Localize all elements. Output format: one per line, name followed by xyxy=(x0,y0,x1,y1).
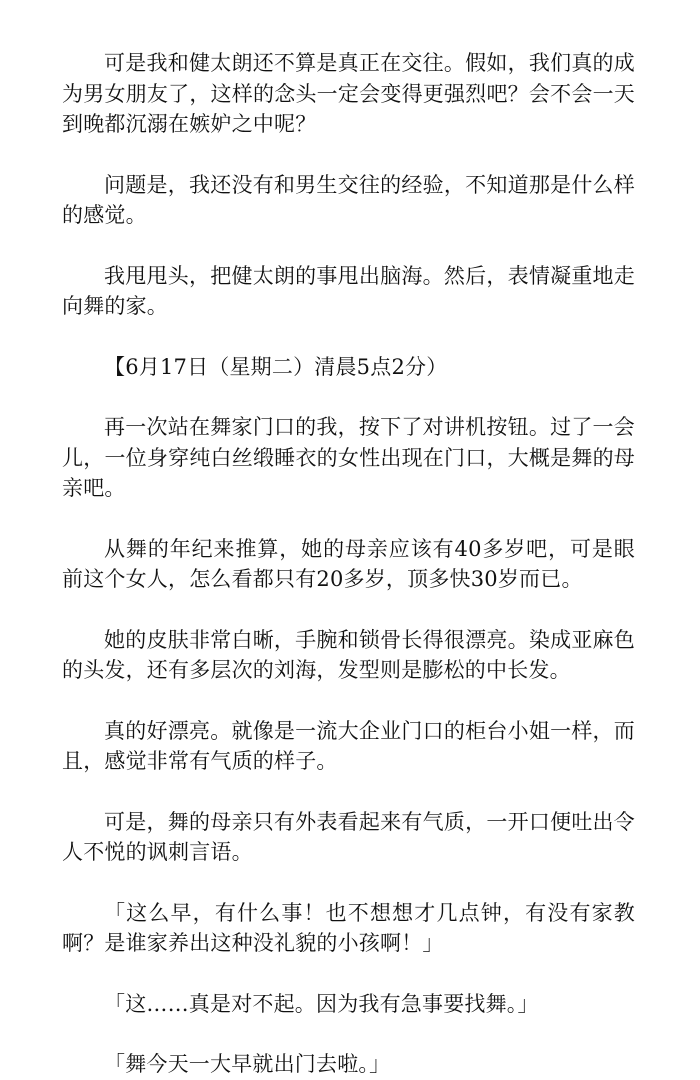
paragraph: 从舞的年纪来推算，她的母亲应该有40多岁吧，可是眼前这个女人，怎么看都只有20多岁，顶多快30岁而已。 xyxy=(62,536,635,591)
paragraph: 可是，舞的母亲只有外表看起来有气质，一开口便吐出令人不悦的讽刺言语。 xyxy=(62,809,635,864)
paragraph: 可是我和健太朗还不算是真正在交往。假如，我们真的成为男女朋友了，这样的念头一定会变得更强烈吧？会不会一天到晚都沉溺在嫉妒之中呢？ xyxy=(62,51,635,136)
date-time-heading: 【6月17日（星期二）清晨5点2分） xyxy=(104,354,448,379)
paragraph: 再一次站在舞家门口的我，按下了对讲机按钮。过了一会儿，一位身穿纯白丝缎睡衣的女性出现在门口，大概是舞的母亲吧。 xyxy=(62,415,635,500)
dialogue-paragraph: 「舞今天一大早就出门去啦。」 xyxy=(104,1052,391,1076)
paragraph: 她的皮肤非常白晰，手腕和锁骨长得很漂亮。染成亚麻色的头发，还有多层次的刘海，发型则是膨松的中长发。 xyxy=(62,627,635,682)
paragraph: 我甩甩头，把健太朗的事甩出脑海。然后，表情凝重地走向舞的家。 xyxy=(62,263,635,318)
paragraph: 真的好漂亮。就像是一流大企业门口的柜台小姐一样，而且，感觉非常有气质的样子。 xyxy=(62,718,635,773)
dialogue-paragraph: 「这么早，有什么事！也不想想才几点钟，有没有家教啊？是谁家养出这种没礼貌的小孩啊！」 xyxy=(62,900,635,955)
dialogue-paragraph: 「这……真是对不起。因为我有急事要找舞。」 xyxy=(104,991,539,1016)
paragraph: 问题是，我还没有和男生交往的经验，不知道那是什么样的感觉。 xyxy=(62,172,635,227)
